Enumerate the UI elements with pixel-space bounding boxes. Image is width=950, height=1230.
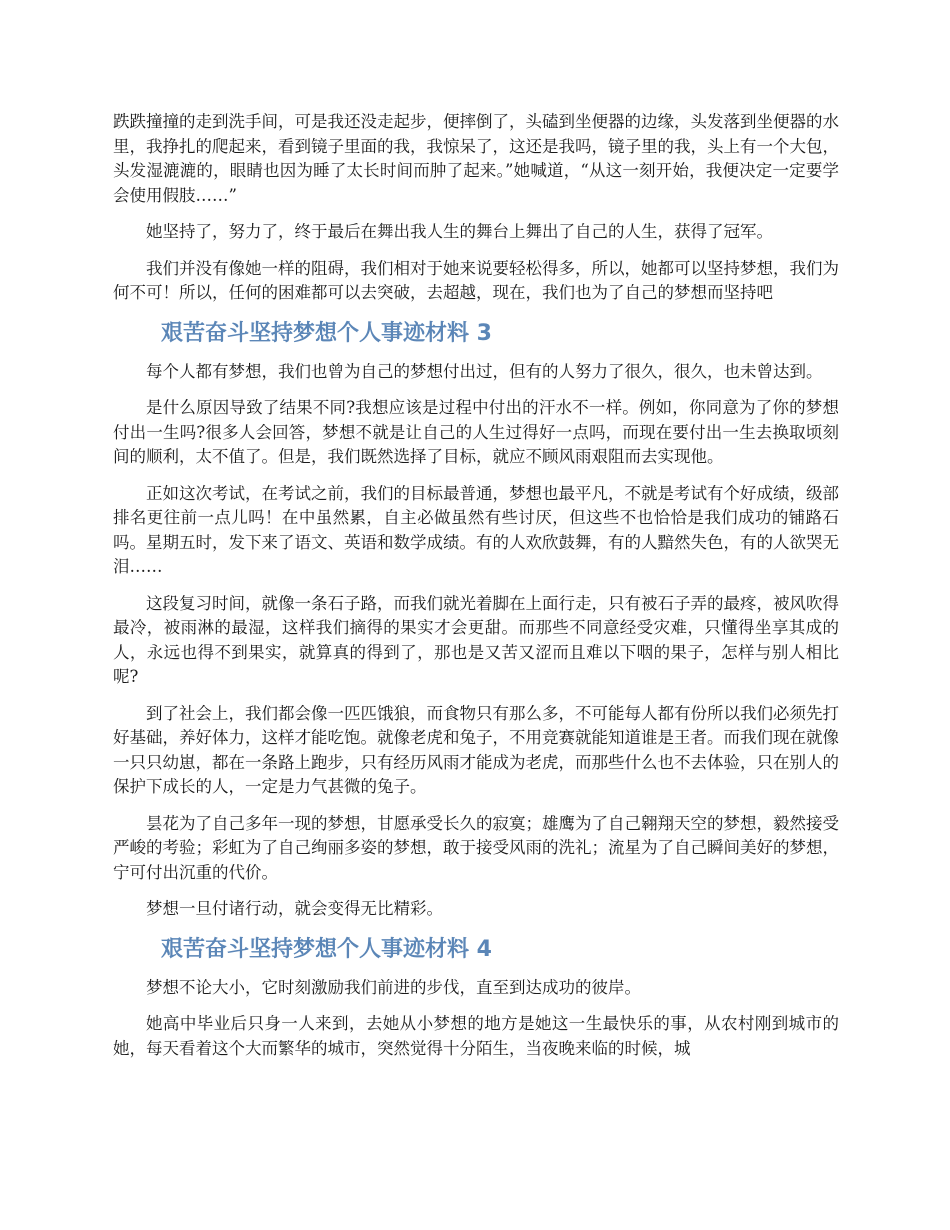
paragraph: 是什么原因导致了结果不同?我想应该是过程中付出的汗水不一样。例如，你同意为了你的梦想付出一生吗?很多人会回答，梦想不就是让自己的人生过得好一点吗，而现在要付出一生去换取顷刻间的顺利，太不值了。但是，我们既然选择了目标，就应不顾风雨艰阻而去实现他。	[113, 398, 839, 466]
paragraph: 我们并没有像她一样的阻碍，我们相对于她来说要轻松得多，所以，她都可以坚持梦想，我们为何不可！所以，任何的困难都可以去突破，去超越，现在，我们也为了自己的梦想而坚持吧	[113, 258, 839, 302]
paragraph: 梦想不论大小，它时刻激励我们前进的步伐，直至到达成功的彼岸。	[146, 977, 641, 997]
paragraph: 昙花为了自己多年一现的梦想，甘愿承受长久的寂寞；雄鹰为了自己翱翔天空的梦想，毅然接受严峻的考验；彩虹为了自己绚丽多姿的梦想，敢于接受风雨的洗礼；流星为了自己瞬间美好的梦想，宁可付出沉重的代价。	[113, 813, 839, 882]
paragraph: 梦想一旦付诸行动，就会变得无比精彩。	[146, 899, 443, 918]
paragraph: 正如这次考试，在考试之前，我们的目标最普通，梦想也最平凡，不就是考试有个好成绩，级部排名更往前一点儿吗！在中虽然累，自主必做虽然有些讨厌，但这些不也恰恰是我们成功的铺路石吗。星期五时，发下来了语文、英语和数学成绩。有的人欢欣鼓舞，有的人黯然失色，有的人欲哭无泪……	[113, 483, 839, 576]
section-heading: 艰苦奋斗坚持梦想个人事迹材料 4	[161, 936, 492, 962]
paragraph: 每个人都有梦想，我们也曾为自己的梦想付出过，但有的人努力了很久，很久，也未曾达到。	[146, 361, 823, 381]
paragraph: 这段复习时间，就像一条石子路，而我们就光着脚在上面行走，只有被石子弄的最疼，被风吹得最冷，被雨淋的最湿，这样我们摘得的果实才会更甜。而那些不同意经受灾难，只懂得坐享其成的人，永远也得不到果实，就算真的得到了，那也是又苦又涩而且难以下咽的果子，怎样与别人相比呢?	[113, 593, 839, 686]
paragraph: 到了社会上，我们都会像一匹匹饿狼，而食物只有那么多，不可能每人都有份所以我们必须先打好基础，养好体力，这样才能吃饱。就像老虎和兔子，不用竞赛就能知道谁是王者。而我们现在就像一只只幼崽，都在一条路上跑步，只有经历风雨才能成为老虎，而那些什么也不去体验，只在别人的保护下成长的人，一定是力气甚微的兔子。	[113, 703, 839, 796]
section-heading: 艰苦奋斗坚持梦想个人事迹材料 3	[161, 320, 492, 346]
paragraph: 她坚持了，努力了，终于最后在舞出我人生的舞台上舞出了自己的人生，获得了冠军。	[146, 222, 773, 241]
paragraph: 她高中毕业后只身一人来到，去她从小梦想的地方是她这一生最快乐的事，从农村刚到城市的她，每天看着这个大而繁华的城市，突然觉得十分陌生，当夜晚来临的时候，城	[113, 1014, 839, 1058]
document-page	[113, 110, 839, 1073]
paragraph: 跌跌撞撞的走到洗手间，可是我还没走起步，便摔倒了，头磕到坐便器的边缘，头发落到坐便器的水里，我挣扎的爬起来，看到镜子里面的我，我惊呆了，这还是我吗，镜子里的我，头上有一个大包，头发湿漉漉的，眼睛也因为睡了太长时间而肿了起来。”她喊道，“从这一刻开始，我便决定一定要学会使用假肢……”	[113, 112, 839, 205]
